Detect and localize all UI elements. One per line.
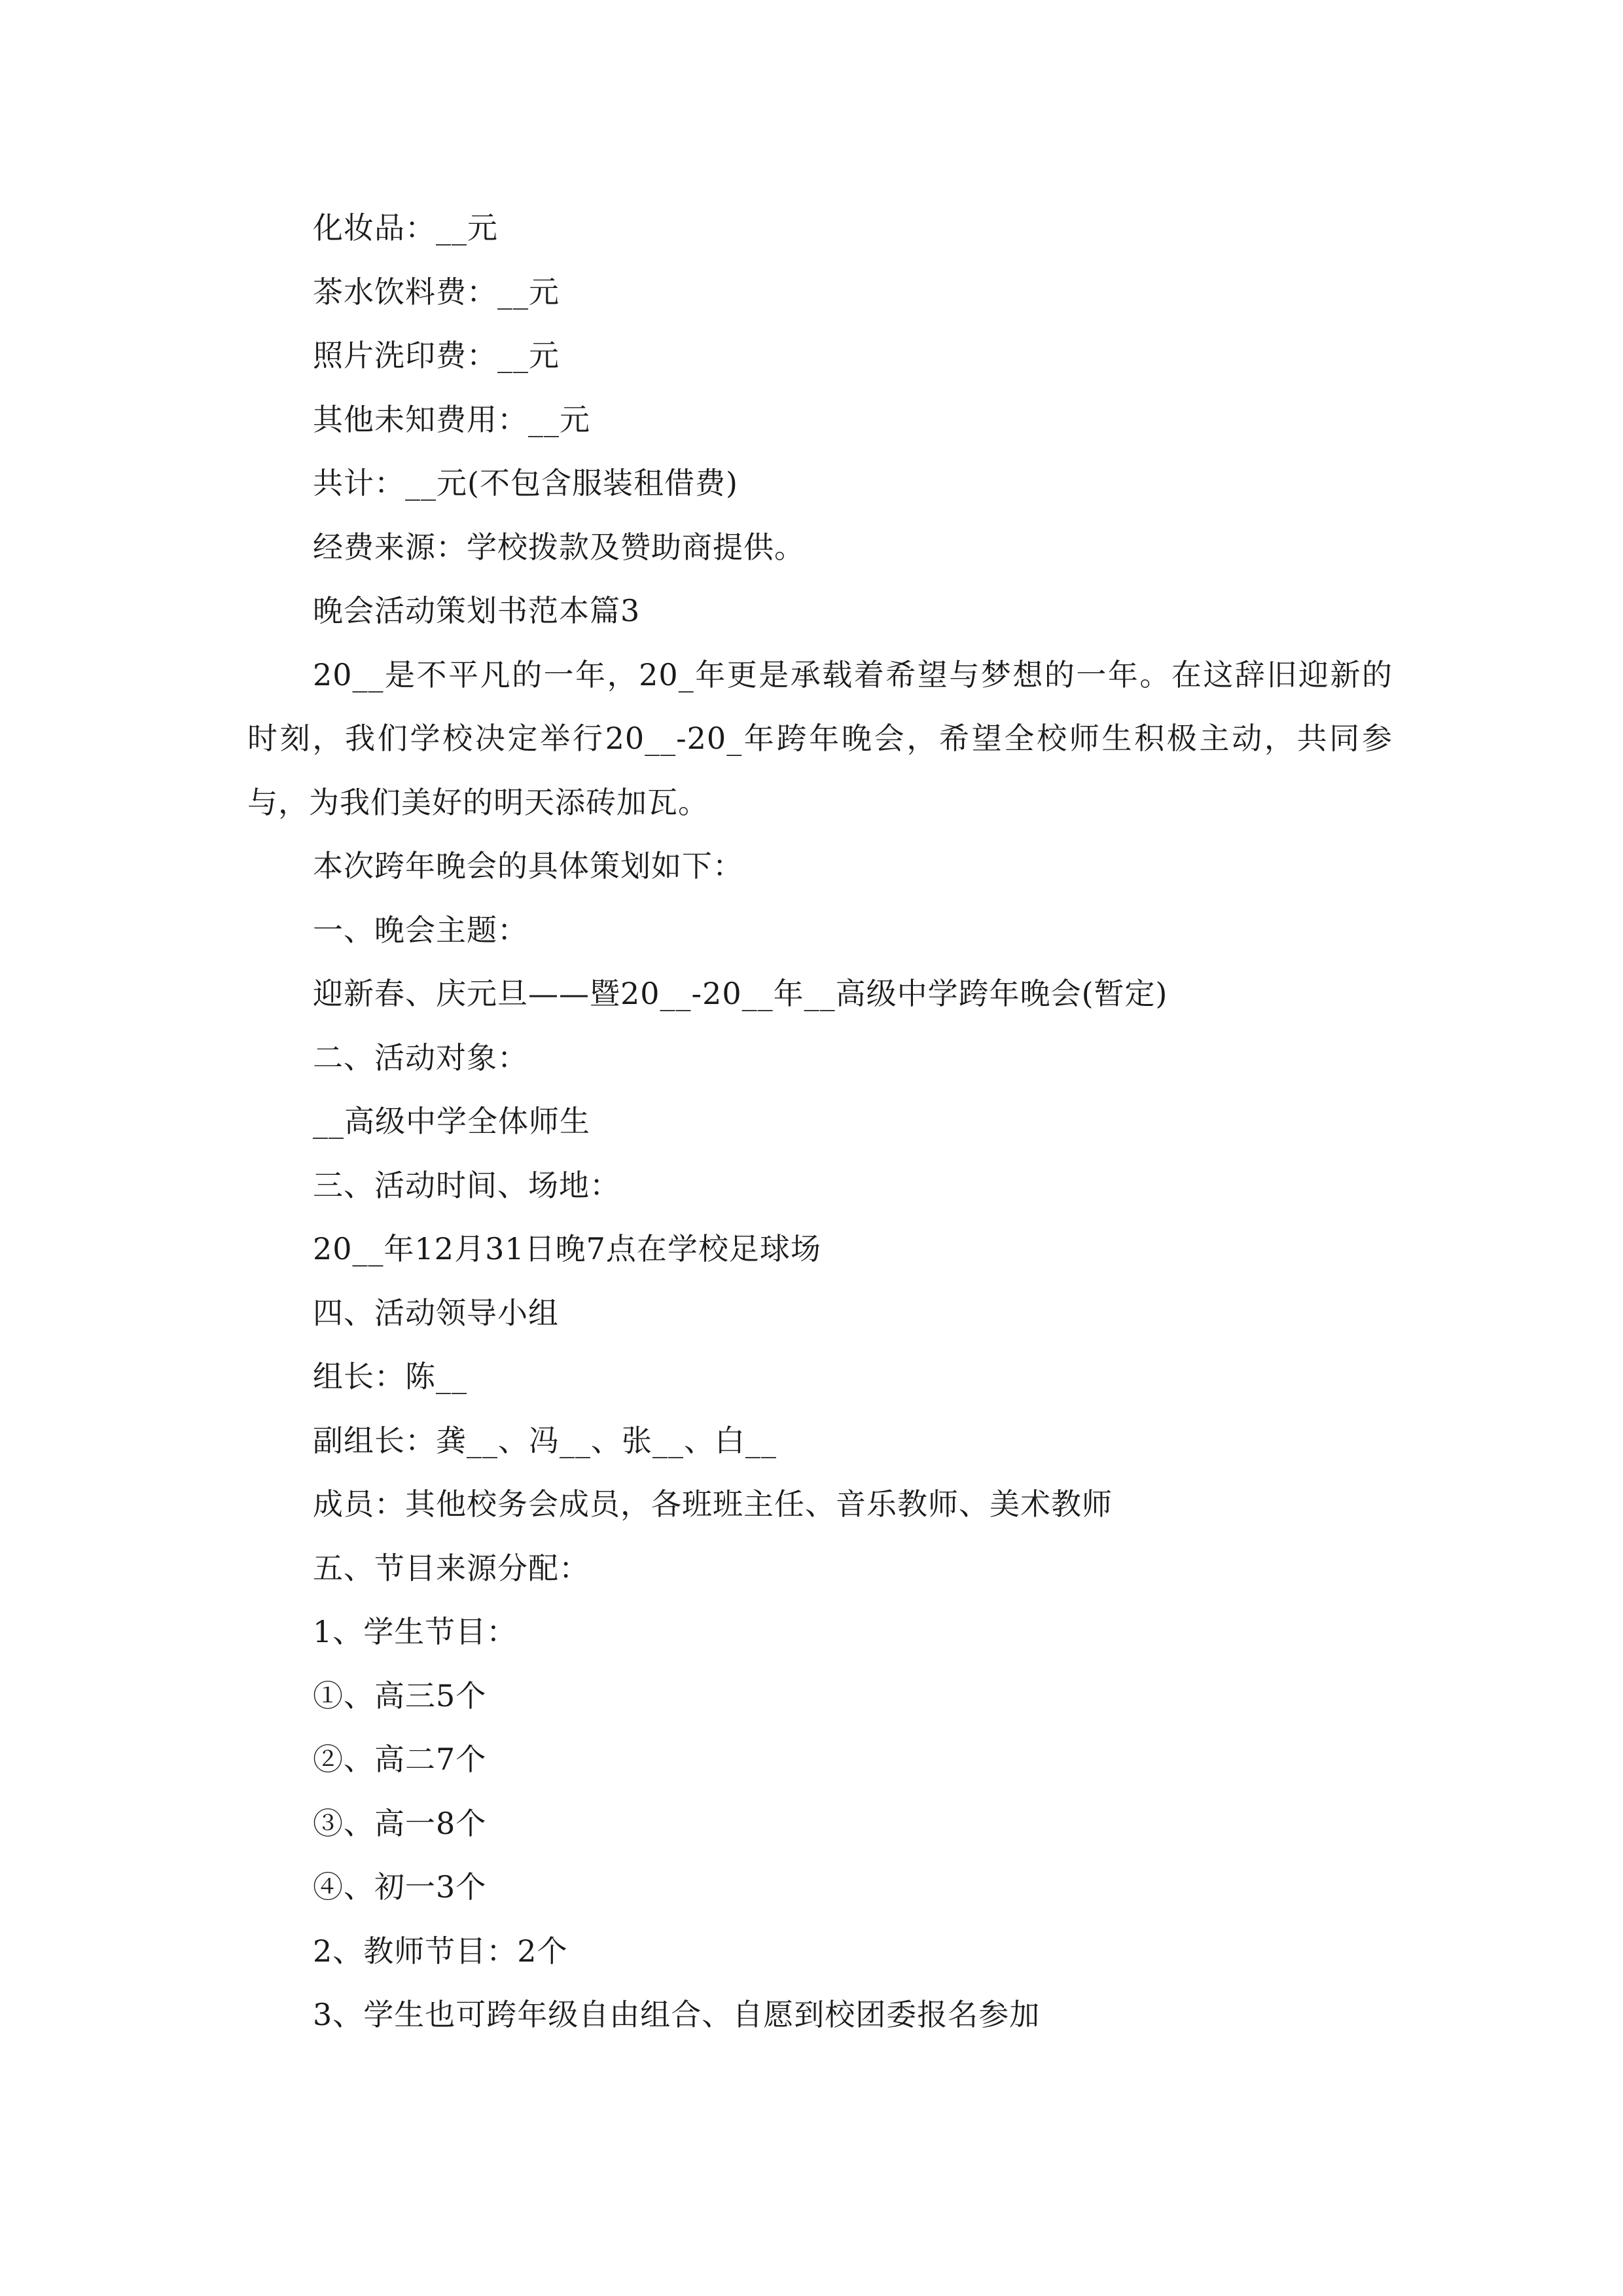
student-programs-heading: 1、学生节目： [313,1614,518,1649]
audience-text: __高级中学全体师生 [313,1103,590,1139]
theme-text: 迎新春、庆元旦——暨20__-20__年__高级中学跨年晚会(暂定) [313,976,1168,1011]
cosmetics-line: 化妆品：__元 [313,210,498,245]
photo-print-fee-line: 照片洗印费：__元 [313,338,560,373]
program-item-junior1: ④、初一3个 [313,1869,487,1905]
members-line: 成员：其他校务会成员，各班班主任、音乐教师、美术教师 [313,1486,1113,1522]
heading-time-venue: 三、活动时间、场地： [313,1167,620,1203]
document-body [247,196,1393,2047]
program-item-senior3: ①、高三5个 [313,1677,487,1713]
time-venue-text: 20__年12月31日晚7点在学校足球场 [313,1231,821,1266]
beverage-fee-line: 茶水饮料费：__元 [313,274,560,310]
free-combination-line: 3、学生也可跨年级自由组合、自愿到校团委报名参加 [313,1997,1041,2032]
plan-intro-line: 本次跨年晚会的具体策划如下： [313,848,743,884]
heading-audience: 二、活动对象： [313,1039,528,1075]
deputy-leaders-line: 副组长：龚__、冯__、张__、白__ [313,1422,777,1458]
intro-paragraph: 20__是不平凡的一年，20_年更是承载着希望与梦想的一年。在这辞旧迎新的时刻，我们学校决定举行20__-20_年跨年晚会，希望全校师生积极主动，共同参与，为我们美好的明天添砖加瓦。 [247,656,1393,820]
heading-theme: 一、晚会主题： [313,912,528,948]
total-line: 共计：__元(不包含服装租借费) [313,465,738,501]
section-title: 晚会活动策划书范本篇3 [313,593,641,628]
heading-leadership: 四、活动领导小组 [313,1295,559,1331]
heading-program-allocation: 五、节目来源分配： [313,1550,590,1586]
other-fee-line: 其他未知费用：__元 [313,401,590,437]
program-item-senior1: ③、高一8个 [313,1805,487,1841]
funding-source-line: 经费来源：学校拨款及赞助商提供。 [313,529,805,565]
leader-line: 组长：陈__ [313,1359,467,1394]
teacher-programs-line: 2、教师节目：2个 [313,1933,568,1969]
program-item-senior2: ②、高二7个 [313,1742,487,1777]
